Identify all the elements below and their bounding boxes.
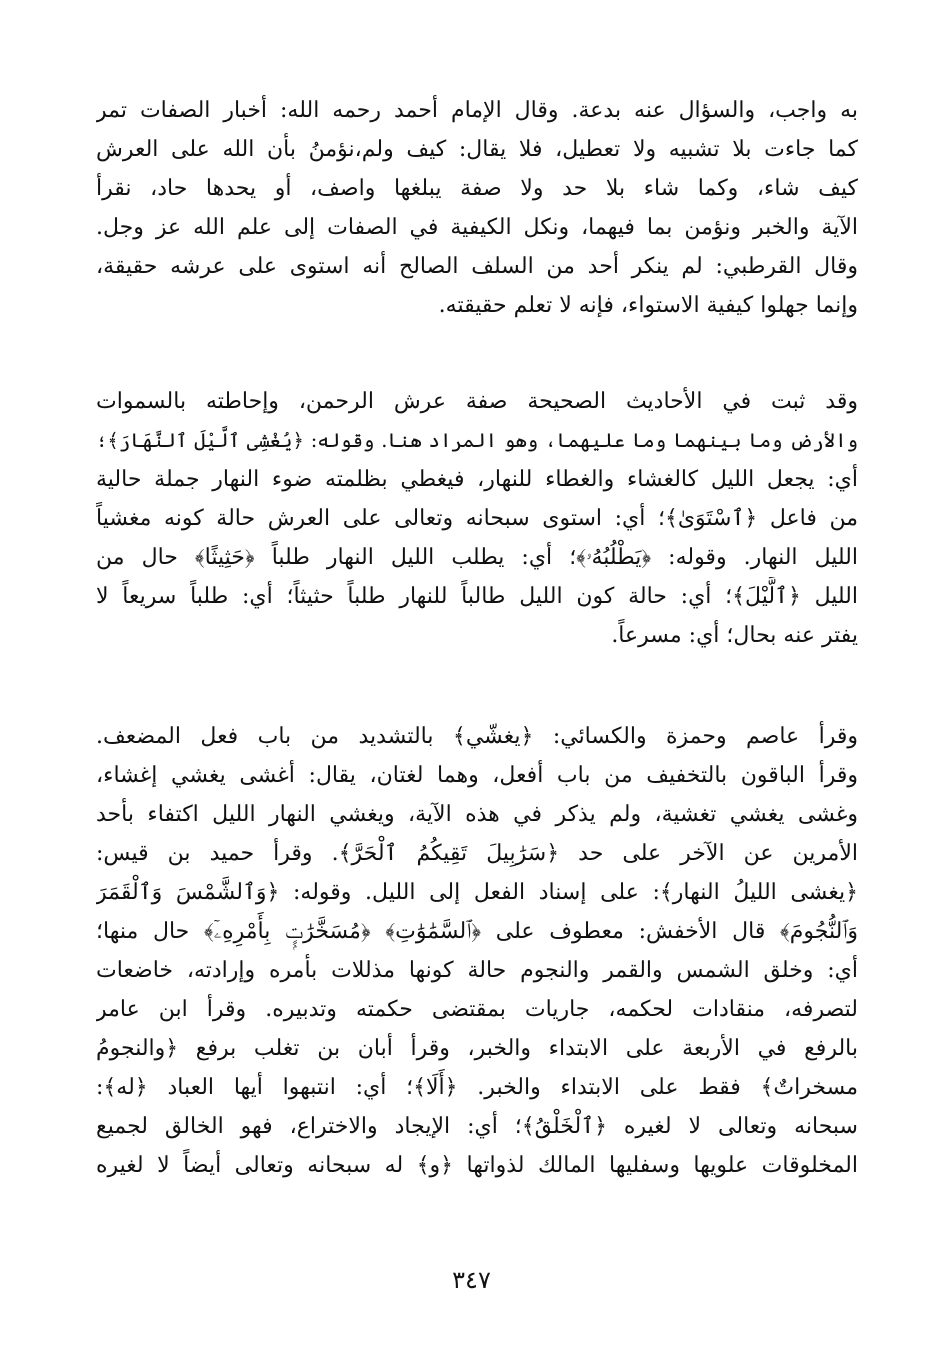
text-line: الليل النهار. وقوله: ﴿يَطْلُبُهُۥ﴾؛ أي: يطلب الليل النهار طلباً ﴿حَثِيثًا﴾ حال من	[96, 545, 858, 570]
text-line: وَٱلنُّجُومَ﴾ قال الأخفش: معطوف على ﴿ٱلسَّمَٰوَٰتِ﴾ ﴿مُسَخَّرَٰتٍۭ بِأَمْرِهِۦٓ﴾ حال منها؛	[96, 919, 858, 944]
text-line: بالرفع في الأربعة على الابتداء والخبر، وقرأ أبان بن تغلب برفع ﴿والنجومُ	[96, 1036, 858, 1061]
text-line: الآية والخبر ونؤمن بما فيهما، ونكل الكيفية في الصفات إلى علم الله عز وجل.	[96, 215, 858, 240]
text-line: الليل ﴿ٱلَّيْلَ﴾؛ أي: حالة كون الليل طالباً للنهار طلباً حثيثاً؛ أي: طلباً سريعاً لا	[96, 584, 858, 609]
paragraph-3	[96, 717, 858, 1185]
text-line: أي: وخلق الشمس والقمر والنجوم حالة كونها مذللات بأمره وإرادته، خاضعات	[96, 958, 858, 983]
text-line: سبحانه وتعالى لا لغيره ﴿ٱلْخَلْقُ﴾؛ أي: الإيجاد والاختراع، فهو الخالق لجميع	[96, 1114, 858, 1139]
text-line: وقرأ عاصم وحمزة والكسائي: ﴿يغشّي﴾ بالتشديد من باب فعل المضعف.	[96, 724, 858, 749]
text-line: يفتر عنه بحال؛ أي: مسرعاً.	[611, 623, 858, 648]
text-line: من فاعل ﴿ٱسْتَوَىٰ﴾؛ أي: استوى سبحانه وتعالى على العرش حالة كونه مغشياً	[96, 506, 858, 531]
text-line: به واجب، والسؤال عنه بدعة. وقال الإمام أحمد رحمه الله: أخبار الصفات تمر	[96, 98, 858, 123]
text-line: أي: يجعل الليل كالغشاء والغطاء للنهار، فيغطي بظلمته ضوء النهار جملة حالية	[96, 467, 858, 492]
text-line: والأرض وما بينهما وما عليهما، وهو المراد هنا. وقوله: ﴿يُغْشِى ٱلَّيْلَ ٱلنَّهَارَ﴾؛	[96, 429, 858, 452]
text-line: وقرأ الباقون بالتخفيف من باب أفعل، وهما لغتان، يقال: أغشى يغشي إغشاء،	[96, 763, 858, 788]
text-line: وقد ثبت في الأحاديث الصحيحة صفة عرش الرحمن، وإحاطته بالسموات	[96, 389, 858, 414]
text-line: لتصرفه، منقادات لحكمه، جاريات بمقتضى حكمته وتدبيره. وقرأ ابن عامر	[96, 997, 858, 1022]
text-line: مسخراتٌ﴾ فقط على الابتداء والخبر. ﴿أَلَا﴾؛ أي: انتبهوا أيها العباد ﴿له﴾:	[96, 1075, 858, 1100]
text-line: كيف شاء، وكما شاء بلا حد ولا صفة يبلغها واصف، أو يحدها حاد، نقرأ	[96, 176, 858, 201]
text-line: الأمرين عن الآخر على حد ﴿سَرَٰبِيلَ تَقِيكُمُ ٱلْحَرَّ﴾. وقرأ حميد بن قيس:	[96, 841, 858, 866]
text-line: ﴿يغشى الليلُ النهار﴾: على إسناد الفعل إلى الليل. وقوله: ﴿وَٱلشَّمْسَ وَٱلْقَمَرَ	[96, 880, 858, 905]
text-line: كما جاءت بلا تشبيه ولا تعطيل، فلا يقال: كيف ولم،نؤمنُ بأن الله على العرش	[96, 137, 858, 162]
text-line: المخلوقات علويها وسفليها المالك لذواتها ﴿و﴾ له سبحانه وتعالى أيضاً لا لغيره	[96, 1153, 858, 1178]
text-line: وإنما جهلوا كيفية الاستواء، فإنه لا تعلم حقيقته.	[438, 293, 858, 318]
paragraph-2	[96, 382, 858, 655]
paragraph-1	[96, 91, 858, 325]
text-line: وقال القرطبي: لم ينكر أحد من السلف الصالح أنه استوى على عرشه حقيقة،	[96, 254, 858, 279]
text-line: وغشى يغشي تغشية، ولم يذكر في هذه الآية، ويغشي النهار الليل اكتفاء بأحد	[96, 802, 858, 827]
page-number: ٣٤٧	[452, 1266, 491, 1294]
